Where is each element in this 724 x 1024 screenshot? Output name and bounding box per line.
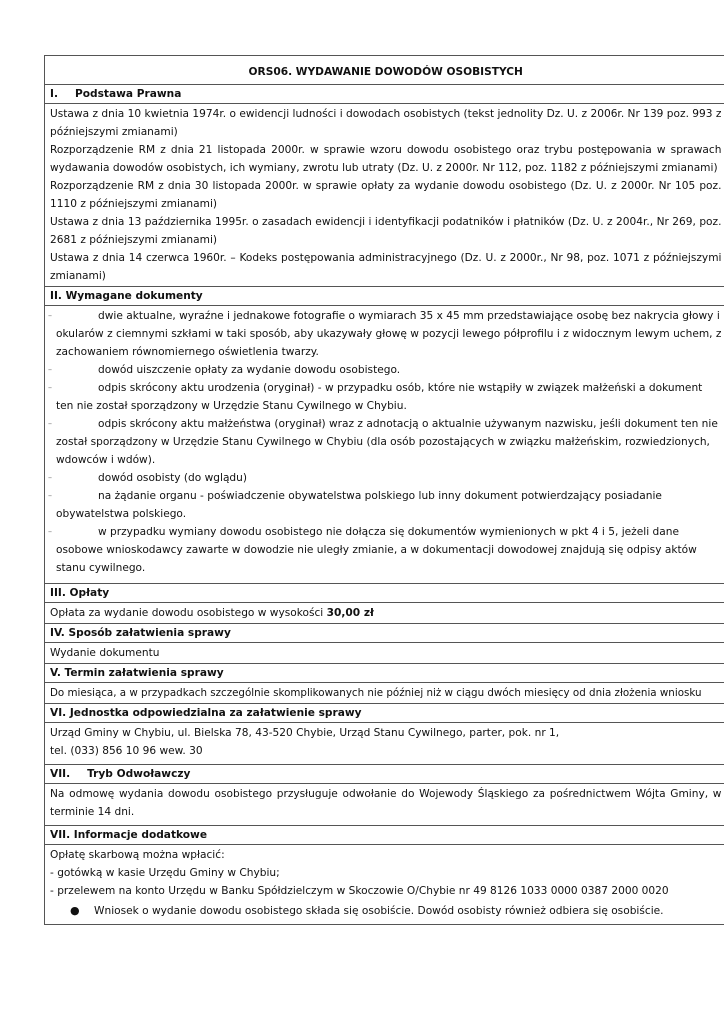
- required-document-item: [50, 361, 721, 379]
- info-line: Opłatę skarbową można wpłacić:: [50, 849, 225, 861]
- document-line: został sporządzony w Urzędzie Stanu Cywilnego w Chybiu (dla osób pozostających w związku małżeńskim, rozwiedzionych,: [56, 436, 710, 448]
- section-fees-body: [45, 603, 724, 624]
- legal-act-item: Ustawa z dnia 14 czerwca 1960r. – Kodeks postępowania administracyjnego (Dz. U. z 2000r., Nr 98, poz. 1071 z późniejszymi zmianami): [50, 252, 722, 282]
- section-heading: II. Wymagane dokumenty: [45, 287, 724, 306]
- section-method-body: [45, 643, 724, 664]
- dash-marker: –: [48, 311, 52, 320]
- dash-marker: –: [48, 419, 52, 428]
- section-legal-basis-body: [45, 104, 724, 287]
- document-line: dwie aktualne, wyraźne i jednakowe fotografie o wymiarach 35 x 45 mm przedstawiające osobę bez nakrycia głowy i: [98, 310, 720, 322]
- document-line: dowód osobisty (do wglądu): [98, 472, 248, 484]
- dash-marker: –: [48, 383, 52, 392]
- section-deadline-header: [45, 664, 724, 683]
- legal-act-item: Ustawa z dnia 13 października 1995r. o zasadach ewidencji i identyfikacji podatników i płatników (Dz. U. z 2004r., Nr 269, poz. 2681 z późniejszymi zmianami): [50, 216, 722, 246]
- section-heading: VI. Jednostka odpowiedzialna za załatwienie sprawy: [45, 704, 724, 723]
- document-line: okularów z ciemnymi szkłami w taki sposób, aby ukazywały głowę w pozycji lewego półprofilu i z widocznym lewym uchem, z: [56, 328, 722, 340]
- section-heading: VII. Informacje dodatkowe: [45, 826, 724, 845]
- section-appeal-body: [45, 784, 724, 826]
- document-line: odpis skrócony aktu urodzenia (oryginał) - w przypadku osób, które nie wstąpiły w związek małżeński a dokument: [98, 382, 703, 394]
- dash-marker: –: [48, 365, 52, 374]
- unit-phone: tel. (033) 856 10 96 wew. 30: [50, 745, 203, 757]
- section-additional-body: [45, 845, 724, 925]
- required-document-item: [50, 415, 721, 469]
- document-line: odpis skrócony aktu małżeństwa (oryginał) wraz z adnotacją o aktualnie używanym nazwisku, jeśli dokument ten nie: [98, 418, 718, 430]
- section-fees-header: [45, 584, 724, 603]
- section-method-header: [45, 624, 724, 643]
- appeal-text: Na odmowę wydania dowodu osobistego przysługuje odwołanie do Wojewody Śląskiego za pośrednictwem Wójta Gminy, w terminie 14 dni.: [50, 788, 722, 818]
- section-unit-body: [45, 723, 724, 765]
- bullet-item: [50, 902, 721, 920]
- section-heading: V. Termin załatwienia sprawy: [45, 664, 724, 683]
- fee-text: Opłata za wydanie dowodu osobistego w wysokości: [50, 607, 327, 619]
- procedure-table: [44, 55, 724, 925]
- section-appeal-header: [45, 765, 724, 784]
- section-heading: Podstawa Prawna: [74, 88, 182, 100]
- section-deadline-body: [45, 683, 724, 704]
- dash-marker: –: [48, 527, 52, 536]
- document-line: stanu cywilnego.: [56, 562, 146, 574]
- deadline-text: Do miesiąca, a w przypadkach szczególnie skomplikowanych nie później niż w ciągu dwóch miesięcy od dnia złożenia wniosku: [50, 687, 702, 699]
- dash-marker: –: [48, 491, 52, 500]
- section-documents-header: [45, 287, 724, 306]
- document-line: osobowe wnioskodawcy zawarte w dowodzie nie uległy zmianie, a w dokumentacji dowodowej znajdują się odpisy aktów: [56, 544, 697, 556]
- required-document-item: [50, 379, 721, 415]
- section-documents-body: [45, 306, 724, 584]
- title-row: [45, 56, 724, 85]
- required-document-item: [50, 469, 721, 487]
- legal-act-item: Rozporządzenie RM z dnia 30 listopada 2000r. w sprawie opłaty za wydanie dowodu osobistego (Dz. U. z 2000r. Nr 105 poz. 1110 z późniejszymi zmianami): [50, 180, 722, 210]
- document-line: wdowców i wdów).: [56, 454, 156, 466]
- document-line: obywatelstwa polskiego.: [56, 508, 187, 520]
- section-heading: Tryb Odwoławczy: [87, 768, 191, 780]
- method-text: Wydanie dokumentu: [50, 647, 160, 659]
- document-line: zachowaniem równomiernego oświetlenia twarzy.: [56, 346, 319, 358]
- bullet-icon: ●: [70, 904, 80, 917]
- document-line: dowód uiszczenie opłaty za wydanie dowodu osobistego.: [98, 364, 401, 376]
- section-additional-header: [45, 826, 724, 845]
- section-heading: IV. Sposób załatwienia sprawy: [45, 624, 724, 643]
- document-line: w przypadku wymiany dowodu osobistego nie dołącza się dokumentów wymienionych w pkt 4 i 5, jeżeli dane: [98, 526, 679, 538]
- section-heading: III. Opłaty: [45, 584, 724, 603]
- section-number: I.: [50, 88, 58, 100]
- document-line: ten nie został sporządzony w Urzędzie Stanu Cywilnego w Chybiu.: [56, 400, 407, 412]
- section-unit-header: [45, 704, 724, 723]
- document-line: na żądanie organu - poświadczenie obywatelstwa polskiego lub inny dokument potwierdzający posiadanie: [98, 490, 662, 502]
- required-document-item: [50, 487, 721, 523]
- legal-act-item: Ustawa z dnia 10 kwietnia 1974r. o ewidencji ludności i dowodach osobistych (tekst jednolity Dz. U. z 2006r. Nr 139 poz. 993 z późniejszymi zmianami): [50, 108, 722, 138]
- dash-marker: –: [48, 473, 52, 482]
- document-title: ORS06. WYDAWANIE DOWODÓW OSOBISTYCH: [45, 56, 724, 85]
- info-line: - gotówką w kasie Urzędu Gminy w Chybiu;: [50, 867, 280, 879]
- info-line: - przelewem na konto Urzędu w Banku Spółdzielczym w Skoczowie O/Chybie nr 49 8126 1033 0000 0387 2000 0020: [50, 885, 669, 897]
- fee-amount: 30,00 zł: [326, 607, 374, 619]
- section-number: VII.: [50, 768, 71, 780]
- required-document-item: [50, 523, 721, 577]
- section-legal-basis-header: [45, 85, 724, 104]
- required-document-item: [50, 307, 721, 361]
- legal-act-item: Rozporządzenie RM z dnia 21 listopada 2000r. w sprawie wzoru dowodu osobistego oraz trybu postępowania w sprawach wydawania dowodów osobistych, ich wymiany, zwrotu lub utraty (Dz. U. z 2000r. Nr 112, poz. 1182 z późniejszymi zmianami): [50, 144, 722, 174]
- unit-address: Urząd Gminy w Chybiu, ul. Bielska 78, 43-520 Chybie, Urząd Stanu Cywilnego, parter, pok. nr 1,: [50, 727, 560, 739]
- bullet-text: Wniosek o wydanie dowodu osobistego składa się osobiście. Dowód osobisty również odbiera się osobiście.: [94, 905, 664, 917]
